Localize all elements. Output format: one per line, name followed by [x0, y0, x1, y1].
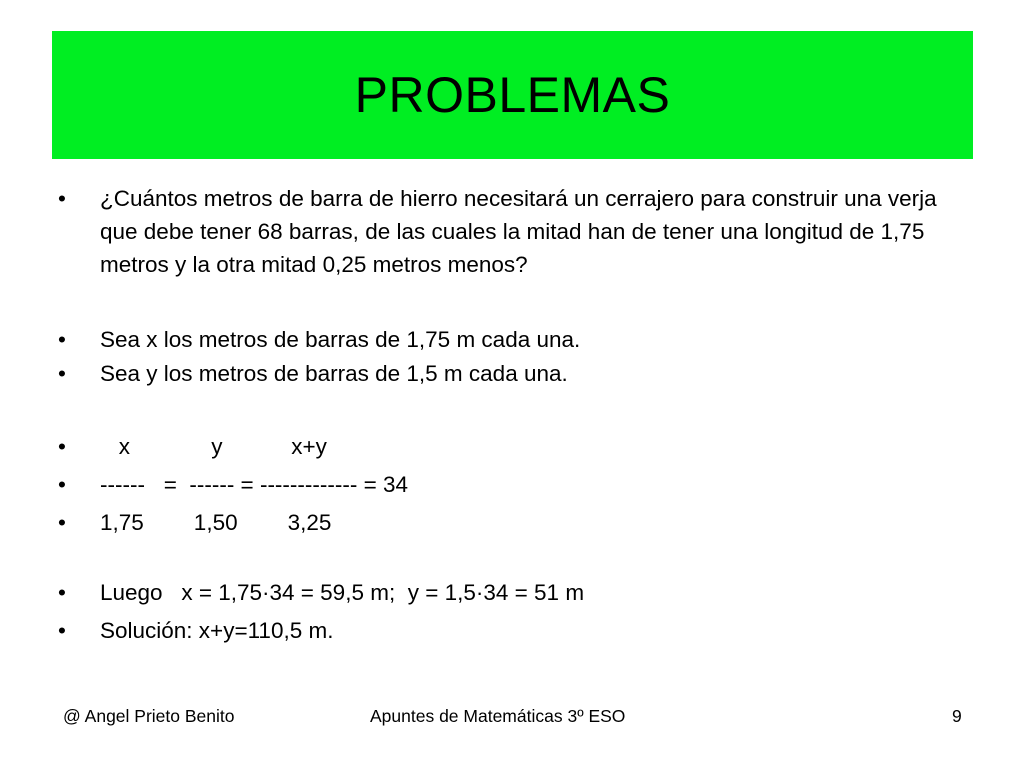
bullet-text: Sea y los metros de barras de 1,5 m cada una. [100, 361, 568, 386]
bullet-text: ------ = ------ = ------------- = 34 [100, 472, 409, 497]
footer-course: Apuntes de Matemáticas 3º ESO [370, 706, 626, 726]
bullet-text: 1,75 1,50 3,25 [100, 510, 332, 535]
slide-title: PROBLEMAS [354, 67, 671, 123]
bullet-marker: • [58, 510, 66, 535]
footer-page-number: 9 [952, 706, 962, 726]
bullet-marker: • [58, 472, 66, 497]
title-bar [52, 31, 973, 159]
bullet-marker: • [58, 580, 66, 605]
footer-author: @ Angel Prieto Benito [63, 706, 235, 726]
bullet-text: Solución: x+y=110,5 m. [100, 618, 334, 643]
bullet-text: ¿Cuántos metros de barra de hierro necesitará un cerrajero para construir una verja que debe tener 68 barras, de las cuales la mitad han de tener una longitud de 1,75 metros y la otra mitad 0,25 metros menos? [100, 186, 943, 277]
bullet-text: Sea x los metros de barras de 1,75 m cada una. [100, 327, 581, 352]
bullet-marker: • [58, 186, 66, 211]
bullet-marker: • [58, 361, 66, 386]
bullet-marker: • [58, 618, 66, 643]
bullet-text: x y x+y [100, 434, 327, 459]
bullet-marker: • [58, 434, 66, 459]
bullet-marker: • [58, 327, 66, 352]
bullet-text: Luego x = 1,75·34 = 59,5 m; y = 1,5·34 = 51 m [100, 580, 585, 605]
